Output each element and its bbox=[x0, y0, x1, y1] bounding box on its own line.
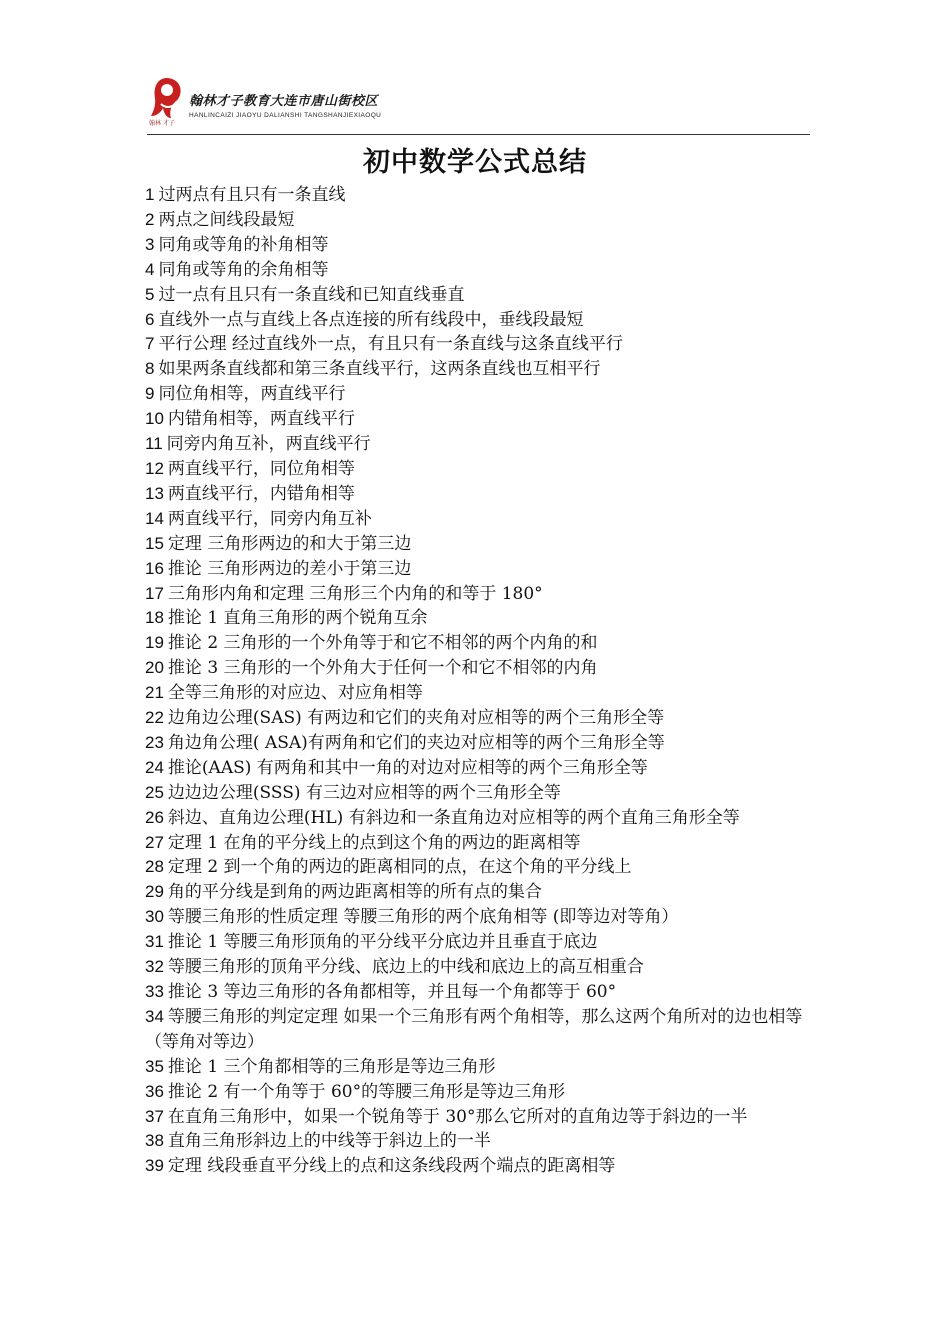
item-number: 34 bbox=[145, 1006, 164, 1026]
item-number: 17 bbox=[145, 583, 164, 603]
item-text: 两直线平行，内错角相等 bbox=[167, 483, 355, 504]
list-item bbox=[145, 1105, 810, 1130]
item-number: 16 bbox=[145, 558, 164, 578]
item-number: 21 bbox=[145, 683, 164, 703]
item-text: 在直角三角形中，如果一个锐角等于 30°那么它所对的直角边等于斜边的一半 bbox=[167, 1106, 748, 1127]
item-text: 推论 1 三个角都相等的三角形是等边三角形 bbox=[167, 1056, 496, 1077]
logo-caption: 翰林 才子 bbox=[149, 120, 175, 127]
list-item bbox=[145, 905, 810, 930]
list-item bbox=[145, 382, 810, 407]
item-text: 定理 2 到一个角的两边的距离相同的点，在这个角的平分线上 bbox=[167, 857, 632, 878]
item-number: 26 bbox=[145, 807, 164, 827]
item-text: 过一点有且只有一条直线和已知直线垂直 bbox=[158, 284, 465, 305]
item-text: 过两点有且只有一条直线 bbox=[158, 185, 346, 205]
list-item bbox=[145, 781, 810, 806]
item-text: 同旁内角互补，两直线平行 bbox=[166, 434, 371, 455]
item-text: 等腰三角形的顶角平分线、底边上的中线和底边上的高互相重合 bbox=[167, 957, 644, 978]
item-text: 推论 1 等腰三角形顶角的平分线平分底边并且垂直于底边 bbox=[167, 932, 598, 953]
item-number: 6 bbox=[145, 309, 155, 329]
list-item bbox=[145, 756, 810, 781]
list-item bbox=[145, 283, 810, 308]
item-text: 平行公理 经过直线外一点，有且只有一条直线与这条直线平行 bbox=[158, 334, 623, 355]
item-number: 27 bbox=[145, 832, 164, 852]
item-text: 推论 3 等边三角形的各角都相等，并且每一个角都等于 60° bbox=[167, 982, 617, 1002]
item-number: 1 bbox=[145, 185, 155, 204]
item-number: 35 bbox=[145, 1056, 164, 1076]
item-text: 推论 3 三角形的一个外角大于任何一个和它不相邻的内角 bbox=[167, 658, 598, 679]
item-text: 同角或等角的余角相等 bbox=[158, 259, 329, 280]
list-item bbox=[145, 1154, 810, 1179]
org-name: 翰林才子教育大连市唐山街校区 bbox=[189, 94, 379, 109]
page-title: 初中数学公式总结 bbox=[363, 147, 587, 178]
item-number: 37 bbox=[145, 1106, 164, 1126]
item-number: 13 bbox=[145, 483, 164, 503]
item-number: 29 bbox=[145, 882, 164, 902]
item-text: 定理 三角形两边的和大于第三边 bbox=[167, 533, 412, 554]
list-item bbox=[145, 258, 810, 283]
item-number: 23 bbox=[145, 732, 164, 752]
item-text: 斜边、直角边公理(HL) 有斜边和一条直角边对应相等的两个直角三角形全等 bbox=[167, 807, 740, 828]
item-text: 定理 线段垂直平分线上的点和这条线段两个端点的距离相等 bbox=[167, 1156, 616, 1177]
item-number: 10 bbox=[145, 409, 164, 429]
list-item bbox=[145, 432, 810, 457]
item-text: 推论 2 有一个角等于 60°的等腰三角形是等边三角形 bbox=[167, 1081, 566, 1102]
item-number: 14 bbox=[145, 508, 164, 528]
page-header bbox=[147, 72, 810, 135]
item-number: 7 bbox=[145, 334, 155, 354]
list-item bbox=[145, 557, 810, 582]
list-item bbox=[145, 1055, 810, 1080]
list-item bbox=[145, 681, 810, 706]
item-number: 9 bbox=[145, 384, 155, 404]
item-text: 两点之间线段最短 bbox=[158, 209, 295, 230]
list-item bbox=[145, 482, 810, 507]
item-number: 24 bbox=[145, 757, 164, 777]
item-number: 3 bbox=[145, 234, 155, 254]
item-number: 25 bbox=[145, 782, 164, 802]
item-number: 12 bbox=[145, 458, 164, 478]
list-item bbox=[145, 1080, 810, 1105]
org-pinyin: HANLINCAIZI JIAOYU DALIANSHI TANGSHANJIEXIAOQU bbox=[189, 112, 382, 119]
list-item bbox=[145, 183, 810, 208]
list-item bbox=[145, 457, 810, 482]
item-text: 推论 三角形两边的差小于第三边 bbox=[167, 558, 412, 579]
item-number: 31 bbox=[145, 932, 164, 952]
item-text: 角的平分线是到角的两边距离相等的所有点的集合 bbox=[167, 882, 542, 903]
item-number: 4 bbox=[145, 259, 155, 279]
item-text: 同位角相等，两直线平行 bbox=[158, 384, 346, 405]
item-text: 直角三角形斜边上的中线等于斜边上的一半 bbox=[167, 1131, 491, 1152]
list-item bbox=[145, 656, 810, 681]
item-text: 角边角公理( ASA)有两角和它们的夹边对应相等的两个三角形全等 bbox=[167, 732, 665, 753]
item-number: 2 bbox=[145, 209, 155, 229]
formula-list bbox=[145, 183, 810, 1179]
list-item bbox=[145, 308, 810, 333]
item-text: 三角形内角和定理 三角形三个内角的和等于 180° bbox=[167, 583, 543, 604]
list-item bbox=[145, 532, 810, 557]
item-number: 30 bbox=[145, 907, 164, 927]
item-number: 36 bbox=[145, 1081, 164, 1101]
item-number: 8 bbox=[145, 359, 155, 379]
item-text: 等腰三角形的性质定理 等腰三角形的两个底角相等 (即等边对等角） bbox=[167, 907, 679, 928]
item-number: 19 bbox=[145, 633, 164, 653]
item-number: 33 bbox=[145, 982, 164, 1001]
item-number: 5 bbox=[145, 284, 155, 304]
list-item bbox=[145, 930, 810, 955]
item-number: 22 bbox=[145, 708, 164, 728]
list-item bbox=[145, 606, 810, 631]
item-number: 20 bbox=[145, 658, 164, 678]
item-text: 定理 1 在角的平分线上的点到这个角的两边的距离相等 bbox=[167, 832, 581, 853]
list-item bbox=[145, 706, 810, 731]
item-text: 内错角相等，两直线平行 bbox=[167, 409, 355, 430]
list-item bbox=[145, 831, 810, 856]
list-item bbox=[145, 357, 810, 382]
item-number: 28 bbox=[145, 857, 164, 877]
item-text: 推论 2 三角形的一个外角等于和它不相邻的两个内角的和 bbox=[167, 633, 598, 654]
item-text: 两直线平行，同位角相等 bbox=[167, 458, 355, 479]
item-text: 同角或等角的补角相等 bbox=[158, 234, 329, 255]
list-item bbox=[145, 233, 810, 258]
list-item bbox=[145, 208, 810, 233]
list-item bbox=[145, 1129, 810, 1154]
list-item bbox=[145, 631, 810, 656]
item-text: 边边边公理(SSS) 有三边对应相等的两个三角形全等 bbox=[167, 782, 561, 803]
item-number: 32 bbox=[145, 957, 164, 977]
item-text: 直线外一点与直线上各点连接的所有线段中，垂线段最短 bbox=[158, 309, 584, 330]
item-text: 等腰三角形的判定定理 如果一个三角形有两个角相等，那么这两个角所对的边也相等（等角对等边） bbox=[145, 1006, 803, 1052]
item-number: 15 bbox=[145, 533, 164, 553]
item-number: 38 bbox=[145, 1131, 164, 1151]
list-item bbox=[145, 855, 810, 880]
item-text: 全等三角形的对应边、对应角相等 bbox=[167, 683, 423, 704]
list-item bbox=[145, 582, 810, 607]
item-number: 39 bbox=[145, 1156, 164, 1176]
item-text: 两直线平行，同旁内角互补 bbox=[167, 508, 372, 529]
list-item bbox=[145, 1005, 810, 1055]
list-item bbox=[145, 880, 810, 905]
list-item bbox=[145, 955, 810, 980]
item-number: 11 bbox=[145, 434, 163, 454]
list-item bbox=[145, 980, 810, 1005]
list-item bbox=[145, 507, 810, 532]
item-text: 边角边公理(SAS) 有两边和它们的夹角对应相等的两个三角形全等 bbox=[167, 708, 665, 729]
list-item bbox=[145, 806, 810, 831]
item-text: 推论(AAS) 有两角和其中一角的对边对应相等的两个三角形全等 bbox=[167, 757, 648, 778]
item-text: 推论 1 直角三角形的两个锐角互余 bbox=[167, 608, 428, 629]
item-number: 18 bbox=[145, 608, 164, 628]
list-item bbox=[145, 731, 810, 756]
list-item bbox=[145, 407, 810, 432]
item-text: 如果两条直线都和第三条直线平行，这两条直线也互相平行 bbox=[158, 359, 601, 380]
list-item bbox=[145, 332, 810, 357]
